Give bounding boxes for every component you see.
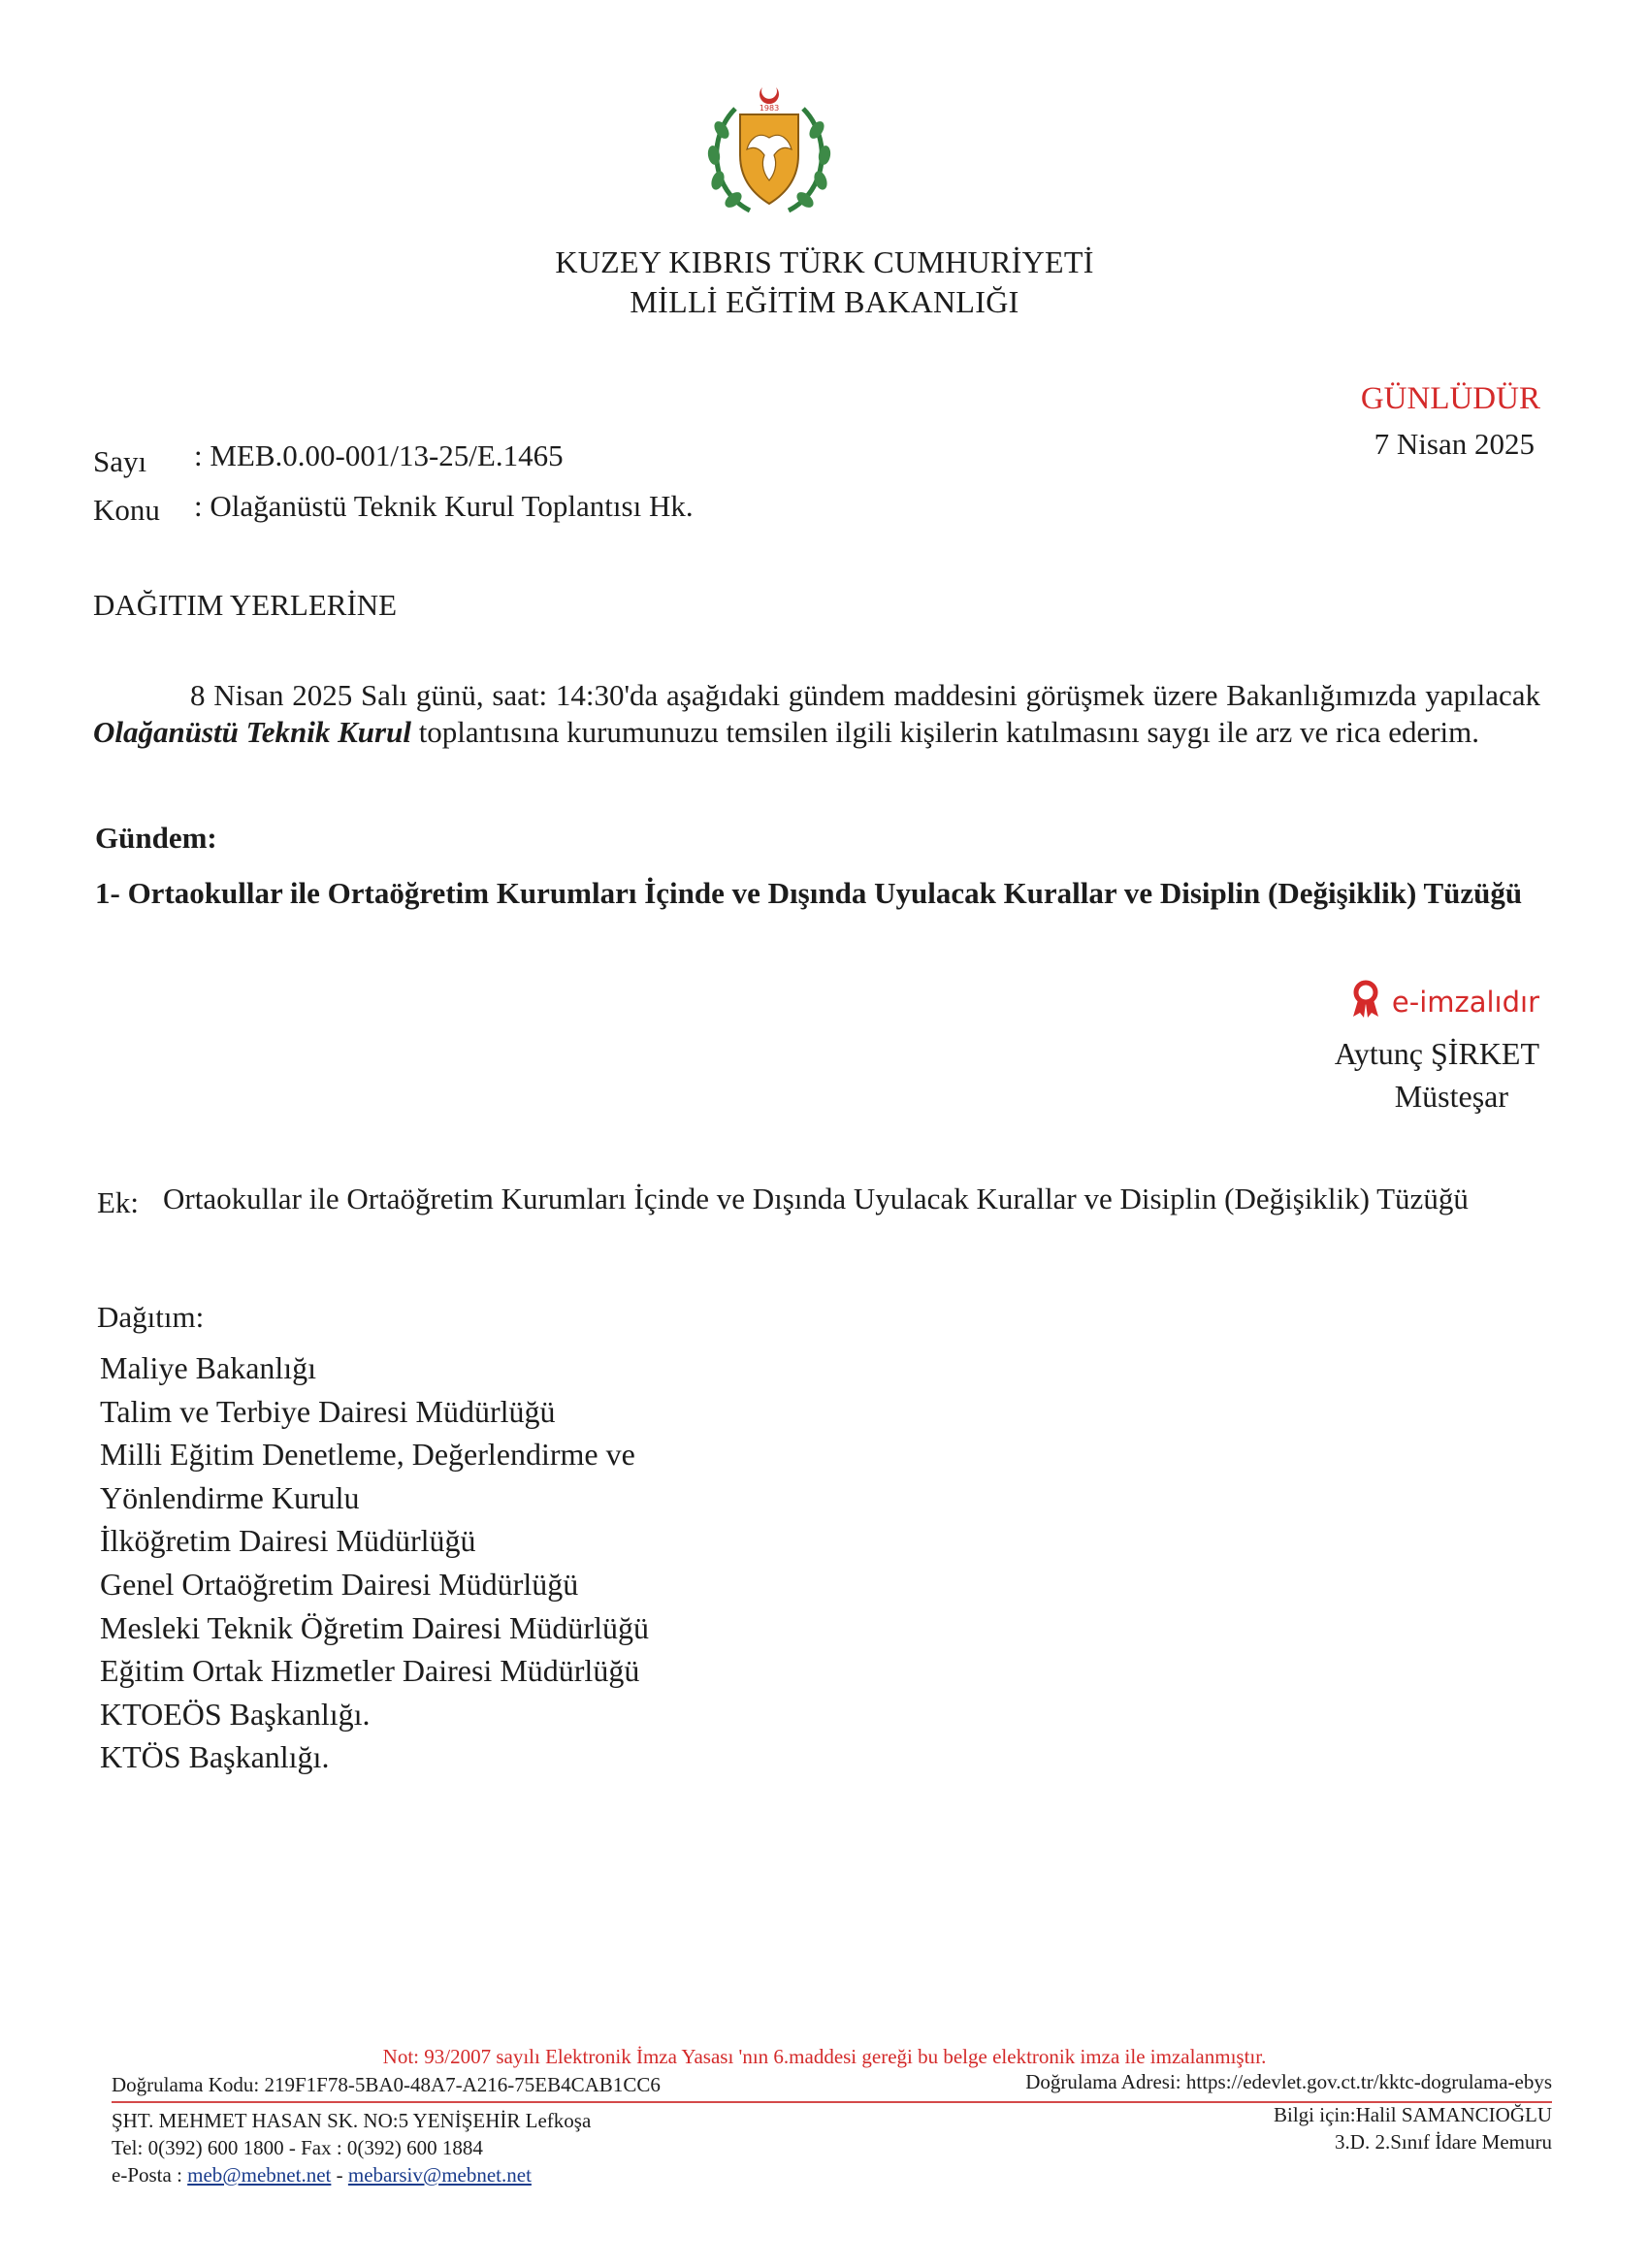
number-value: : MEB.0.00-001/13-25/E.1465 <box>194 438 564 472</box>
distribution-item: Eğitim Ortak Hizmetler Dairesi Müdürlüğü <box>100 1653 640 1689</box>
distribution-item: Maliye Bakanlığı <box>100 1350 317 1385</box>
e-signature-badge <box>1349 980 1539 1023</box>
subject-label: Konu <box>93 493 160 527</box>
distribution-item: Milli Eğitim Denetleme, Değerlendirme ve <box>100 1437 635 1473</box>
body-text-part2: toplantısına kurumunuzu temsilen ilgili kişilerin katılmasını saygı ile arz ve rica ederim. <box>410 715 1480 749</box>
distribution-heading: Dağıtım: <box>97 1300 205 1334</box>
distribution-list <box>100 1346 649 1779</box>
e-signature-label: e-imzalıdır <box>1391 985 1539 1019</box>
distribution-item: Yönlendirme Kurulu <box>100 1479 360 1515</box>
verification-address: Doğrulama Adresi: https://edevlet.gov.ct.tr/kktc-dogrulama-ebys <box>1025 2070 1552 2093</box>
distribution-item: KTOEÖS Başkanlığı. <box>100 1696 371 1732</box>
body-paragraph <box>93 677 1540 751</box>
info-contact: Bilgi için:Halil SAMANCIOĞLU <box>1274 2103 1552 2126</box>
subject-value: : Olağanüstü Teknik Kurul Toplantısı Hk. <box>194 489 694 523</box>
signer-name: Aytunç ŞİRKET <box>1334 1036 1539 1071</box>
meeting-name: Olağanüstü Teknik Kurul <box>93 715 411 749</box>
info-role: 3.D. 2.Sınıf İdare Memuru <box>1335 2130 1552 2154</box>
email-line <box>112 2163 532 2187</box>
email-prefix: e-Posta : <box>112 2163 188 2187</box>
email-link-archive[interactable]: mebarsiv@mebnet.net <box>347 2163 532 2187</box>
distribution-item: Mesleki Teknik Öğretim Dairesi Müdürlüğü <box>100 1609 649 1645</box>
attachment-text: Ortaokullar ile Ortaöğretim Kurumları İçinde ve Dışında Uyulacak Kurallar ve Disiplin (Değişiklik) Tüzüğü <box>163 1182 1469 1215</box>
ribbon-icon <box>1349 980 1382 1023</box>
svg-text:1983: 1983 <box>759 104 780 113</box>
postal-address: ŞHT. MEHMET HASAN SK. NO:5 YENİŞEHİR Lefkoşa <box>112 2109 592 2132</box>
email-separator: - <box>331 2163 348 2187</box>
state-emblem <box>696 80 842 225</box>
distribution-item: Genel Ortaöğretim Dairesi Müdürlüğü <box>100 1566 579 1602</box>
country-name: KUZEY KIBRIS TÜRK CUMHURİYETİ <box>555 244 1094 279</box>
agenda-heading: Gündem: <box>95 821 217 855</box>
document-date: 7 Nisan 2025 <box>1374 427 1535 461</box>
urgency-stamp: GÜNLÜDÜR <box>1360 381 1540 416</box>
body-text-part1: 8 Nisan 2025 Salı günü, saat: 14:30'da aşağıdaki gündem maddesini görüşmek üzere Bakanlığımızda yapılacak <box>190 678 1540 712</box>
phone-fax: Tel: 0(392) 600 1800 - Fax : 0(392) 600 1884 <box>112 2136 483 2159</box>
ministry-name: MİLLİ EĞİTİM BAKANLIĞI <box>630 284 1019 319</box>
distribution-item: İlköğretim Dairesi Müdürlüğü <box>100 1523 476 1559</box>
verification-code: Doğrulama Kodu: 219F1F78-5BA0-48A7-A216-75EB4CAB1CC6 <box>112 2073 661 2096</box>
distribution-item: KTÖS Başkanlığı. <box>100 1739 330 1775</box>
agenda-item: 1- Ortaokullar ile Ortaöğretim Kurumları İçinde ve Dışında Uyulacak Kurallar ve Disiplin (Değişiklik) Tüzüğü <box>95 876 1523 910</box>
recipients-heading: DAĞITIM YERLERİNE <box>93 588 398 622</box>
distribution-item: Talim ve Terbiye Dairesi Müdürlüğü <box>100 1393 556 1429</box>
signer-title: Müsteşar <box>1394 1079 1508 1114</box>
email-link-meb[interactable]: meb@mebnet.net <box>187 2163 332 2187</box>
e-signature-law-note: Not: 93/2007 sayılı Elektronik İmza Yasası 'nın 6.maddesi gereği bu belge elektronik imza ile imzalanmıştır. <box>382 2045 1267 2068</box>
attachment-label: Ek: <box>97 1185 140 1219</box>
number-label: Sayı <box>93 444 147 478</box>
